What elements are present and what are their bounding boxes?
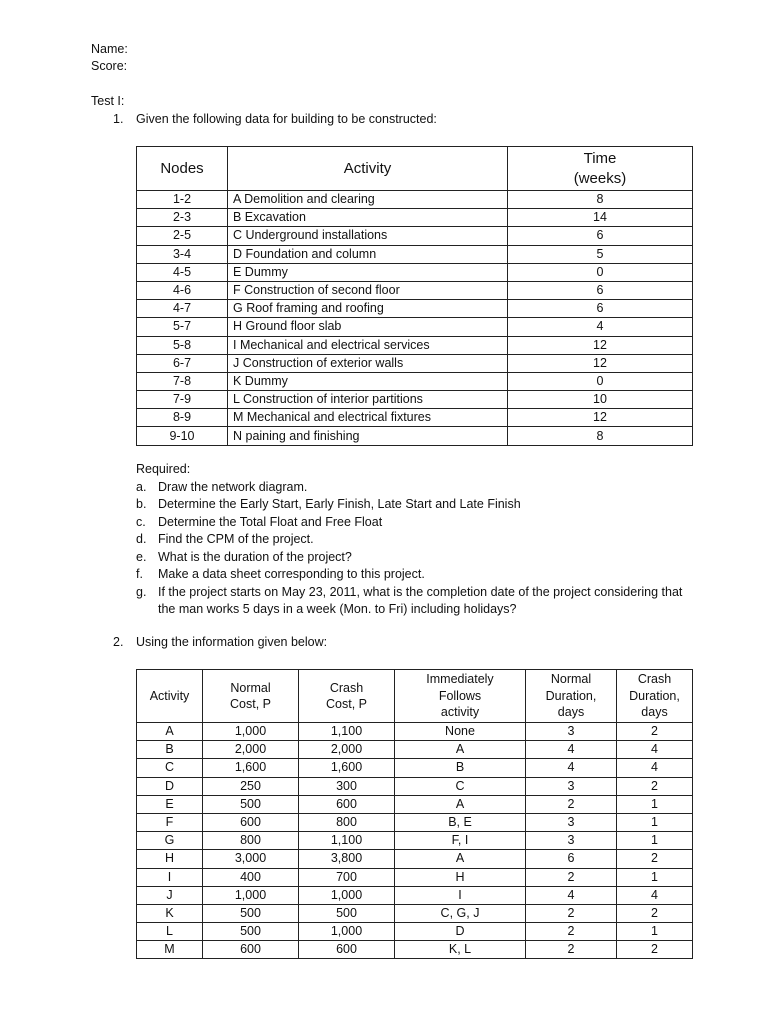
cell-node: 4-6 [137,281,228,299]
table-row [137,409,693,427]
activity-time-table [136,146,693,446]
list-item-letter: b. [136,497,147,511]
cell-activity: D [137,777,203,795]
table-row [137,741,693,759]
cell-crash-duration: 4 [617,886,693,904]
cell-activity: M [137,941,203,959]
cell-activity: A Demolition and clearing [228,191,508,209]
cell-immediately-follows: C, G, J [395,904,526,922]
cell-activity: C [137,759,203,777]
cell-immediately-follows: F, I [395,832,526,850]
cell-crash-cost: 800 [299,813,395,831]
name-label: Name: [91,42,128,56]
question-1-number: 1. [113,112,124,126]
list-item-text: Make a data sheet corresponding to this project. [158,567,425,581]
table-row [137,318,693,336]
header-activity-line: Activity [149,688,190,703]
cell-time: 6 [508,281,693,299]
cell-immediately-follows: C [395,777,526,795]
cell-time: 0 [508,372,693,390]
cell-crash-cost: 500 [299,904,395,922]
cell-normal-duration: 4 [526,759,617,777]
cell-activity: G [137,832,203,850]
cell-activity: B [137,741,203,759]
required-list [136,461,696,619]
table-row [137,300,693,318]
cell-time: 8 [508,427,693,445]
table-row [137,832,693,850]
table-row [137,723,693,741]
list-item [136,479,696,497]
header-normal-cost-line: Normal [230,680,271,695]
cell-activity: C Underground installations [228,227,508,245]
table-row [137,904,693,922]
cell-crash-duration: 2 [617,723,693,741]
header-crash-cost-line: Cost, P [326,697,367,711]
cell-crash-duration: 1 [617,832,693,850]
cell-activity: G Roof framing and roofing [228,300,508,318]
cell-crash-cost: 1,600 [299,759,395,777]
header-normal-duration-line: days [557,705,585,720]
list-item [136,531,696,549]
cell-crash-duration: 2 [617,850,693,868]
list-item-text: Determine the Total Float and Free Float [158,514,383,529]
cell-crash-cost: 3,800 [299,850,395,868]
list-item-letter: f. [136,567,143,581]
cell-activity: L [137,923,203,941]
list-item-text: What is the duration of the project? [158,549,352,564]
cell-immediately-follows: B [395,759,526,777]
cell-activity: E [137,795,203,813]
table-row [137,391,693,409]
required-title: Required: [136,462,191,476]
cell-node: 3-4 [137,245,228,263]
cell-time: 6 [508,300,693,318]
list-item [136,549,696,567]
table-row [137,263,693,281]
cell-normal-duration: 6 [526,850,617,868]
question-2 [113,634,327,651]
table-row [137,427,693,445]
cell-node: 4-5 [137,263,228,281]
list-item-text: Draw the network diagram. [158,479,308,494]
header-crash-duration [617,670,693,723]
header-crash-duration-line: days [641,705,668,720]
cell-normal-duration: 4 [526,741,617,759]
header-normal-cost [203,670,299,723]
cell-time: 6 [508,227,693,245]
table-row [137,850,693,868]
cell-normal-duration: 3 [526,832,617,850]
cell-normal-cost: 400 [203,868,299,886]
score-label: Score: [91,59,128,73]
header-activity [137,670,203,723]
list-item-letter: c. [136,514,146,529]
table-row [137,868,693,886]
header-crash-duration-line: Duration, [629,688,680,703]
table-row [137,941,693,959]
header-nodes: Nodes [137,147,228,191]
cell-crash-duration: 4 [617,741,693,759]
header-normal-cost-line: Cost, P [230,697,271,711]
cell-normal-cost: 1,600 [203,759,299,777]
cell-normal-duration: 2 [526,941,617,959]
table-header-row [137,147,693,191]
question-1 [113,111,437,128]
cell-node: 1-2 [137,191,228,209]
cell-normal-cost: 800 [203,832,299,850]
cell-node: 2-5 [137,227,228,245]
cell-time: 14 [508,209,693,227]
list-item-text: If the project starts on May 23, 2011, what is the completion date of the project considering that the man works 5 days in a week (Mon. to Fri) including holidays? [158,584,683,616]
cell-activity: I Mechanical and electrical services [228,336,508,354]
table-row [137,923,693,941]
cell-normal-duration: 2 [526,868,617,886]
cell-activity: M Mechanical and electrical fixtures [228,409,508,427]
cell-crash-cost: 1,000 [299,923,395,941]
cell-immediately-follows: I [395,886,526,904]
header-normal-duration [526,670,617,723]
cell-normal-duration: 2 [526,923,617,941]
cell-crash-cost: 1,000 [299,886,395,904]
table-row [137,209,693,227]
cell-crash-cost: 300 [299,777,395,795]
header-crash-cost [299,670,395,723]
cell-crash-cost: 600 [299,795,395,813]
cell-crash-cost: 600 [299,941,395,959]
cell-time: 5 [508,245,693,263]
cell-node: 2-3 [137,209,228,227]
cell-immediately-follows: A [395,741,526,759]
question-2-text: Using the information given below: [136,635,328,649]
cell-normal-cost: 2,000 [203,741,299,759]
cell-node: 9-10 [137,427,228,445]
table-row [137,336,693,354]
table-row [137,795,693,813]
cell-normal-cost: 500 [203,923,299,941]
header-crash-cost-line: Crash [329,680,364,695]
header-immediately-follows [395,670,526,723]
list-item [136,514,696,532]
table-row [137,354,693,372]
cell-normal-cost: 500 [203,795,299,813]
table-row [137,245,693,263]
cell-normal-cost: 1,000 [203,886,299,904]
cell-activity: J Construction of exterior walls [228,354,508,372]
cell-node: 8-9 [137,409,228,427]
cell-activity: J [137,886,203,904]
cell-time: 0 [508,263,693,281]
cell-normal-duration: 3 [526,813,617,831]
cell-crash-duration: 1 [617,813,693,831]
cell-crash-duration: 2 [617,941,693,959]
list-item-letter: g. [136,584,147,599]
header-normal-duration-line: Normal [550,672,592,687]
cell-activity: K [137,904,203,922]
table-row [137,777,693,795]
cell-activity: F Construction of second floor [228,281,508,299]
cell-time: 12 [508,336,693,354]
cell-crash-duration: 1 [617,923,693,941]
cell-crash-duration: 2 [617,777,693,795]
cell-activity: K Dummy [228,372,508,390]
question-1-text: Given the following data for building to be constructed: [136,112,437,126]
cell-normal-cost: 250 [203,777,299,795]
header-immediately-follows-line: Follows [438,688,482,703]
cell-normal-cost: 600 [203,813,299,831]
cell-node: 5-7 [137,318,228,336]
cell-immediately-follows: K, L [395,941,526,959]
cell-activity: B Excavation [228,209,508,227]
header-normal-duration-line: Duration, [545,688,597,703]
cell-node: 6-7 [137,354,228,372]
cell-immediately-follows: D [395,923,526,941]
table-row [137,813,693,831]
cell-normal-duration: 2 [526,795,617,813]
cell-normal-cost: 1,000 [203,723,299,741]
list-item-letter: a. [136,479,147,494]
list-item [136,566,696,584]
list-item-letter: d. [136,532,147,546]
table-row [137,191,693,209]
cell-activity: L Construction of interior partitions [228,391,508,409]
cell-node: 5-8 [137,336,228,354]
cell-activity: F [137,813,203,831]
cell-normal-cost: 500 [203,904,299,922]
cell-crash-cost: 1,100 [299,723,395,741]
header-activity: Activity [228,147,508,191]
header-time-line1: Time [583,149,617,167]
cell-normal-duration: 3 [526,723,617,741]
cell-node: 7-8 [137,372,228,390]
cell-time: 12 [508,354,693,372]
cell-normal-cost: 3,000 [203,850,299,868]
cell-immediately-follows: H [395,868,526,886]
header-immediately-follows-line: activity [440,705,480,720]
table-row [137,886,693,904]
cell-activity: N paining and finishing [228,427,508,445]
question-2-number: 2. [113,635,124,649]
cell-crash-duration: 2 [617,904,693,922]
cell-crash-duration: 1 [617,868,693,886]
cell-activity: D Foundation and column [228,245,508,263]
crash-cost-table [136,669,693,959]
list-item-text: Determine the Early Start, Early Finish, Late Start and Late Finish [158,497,521,511]
cell-crash-cost: 1,100 [299,832,395,850]
table-row [137,372,693,390]
cell-crash-duration: 1 [617,795,693,813]
cell-activity: H [137,850,203,868]
cell-normal-cost: 600 [203,941,299,959]
cell-activity: I [137,868,203,886]
cell-normal-duration: 3 [526,777,617,795]
cell-time: 12 [508,409,693,427]
cell-time: 10 [508,391,693,409]
cell-immediately-follows: None [395,723,526,741]
cell-normal-duration: 2 [526,904,617,922]
list-item [136,496,696,514]
header-immediately-follows-line: Immediately [426,672,494,687]
test-title: Test I: [91,94,125,108]
header-time-line2: (weeks) [573,169,627,187]
header-crash-duration-line: Crash [637,672,672,687]
cell-time: 8 [508,191,693,209]
list-item-letter: e. [136,549,147,564]
list-item [136,584,696,619]
cell-immediately-follows: A [395,850,526,868]
cell-node: 4-7 [137,300,228,318]
cell-crash-cost: 700 [299,868,395,886]
table-header-row [137,670,693,723]
cell-immediately-follows: A [395,795,526,813]
header-time [508,147,693,191]
cell-activity: E Dummy [228,263,508,281]
cell-activity: A [137,723,203,741]
cell-time: 4 [508,318,693,336]
cell-node: 7-9 [137,391,228,409]
cell-crash-duration: 4 [617,759,693,777]
table-row [137,227,693,245]
table-row [137,759,693,777]
list-item-text: Find the CPM of the project. [158,532,314,546]
table-row [137,281,693,299]
cell-activity: H Ground floor slab [228,318,508,336]
cell-crash-cost: 2,000 [299,741,395,759]
cell-normal-duration: 4 [526,886,617,904]
cell-immediately-follows: B, E [395,813,526,831]
